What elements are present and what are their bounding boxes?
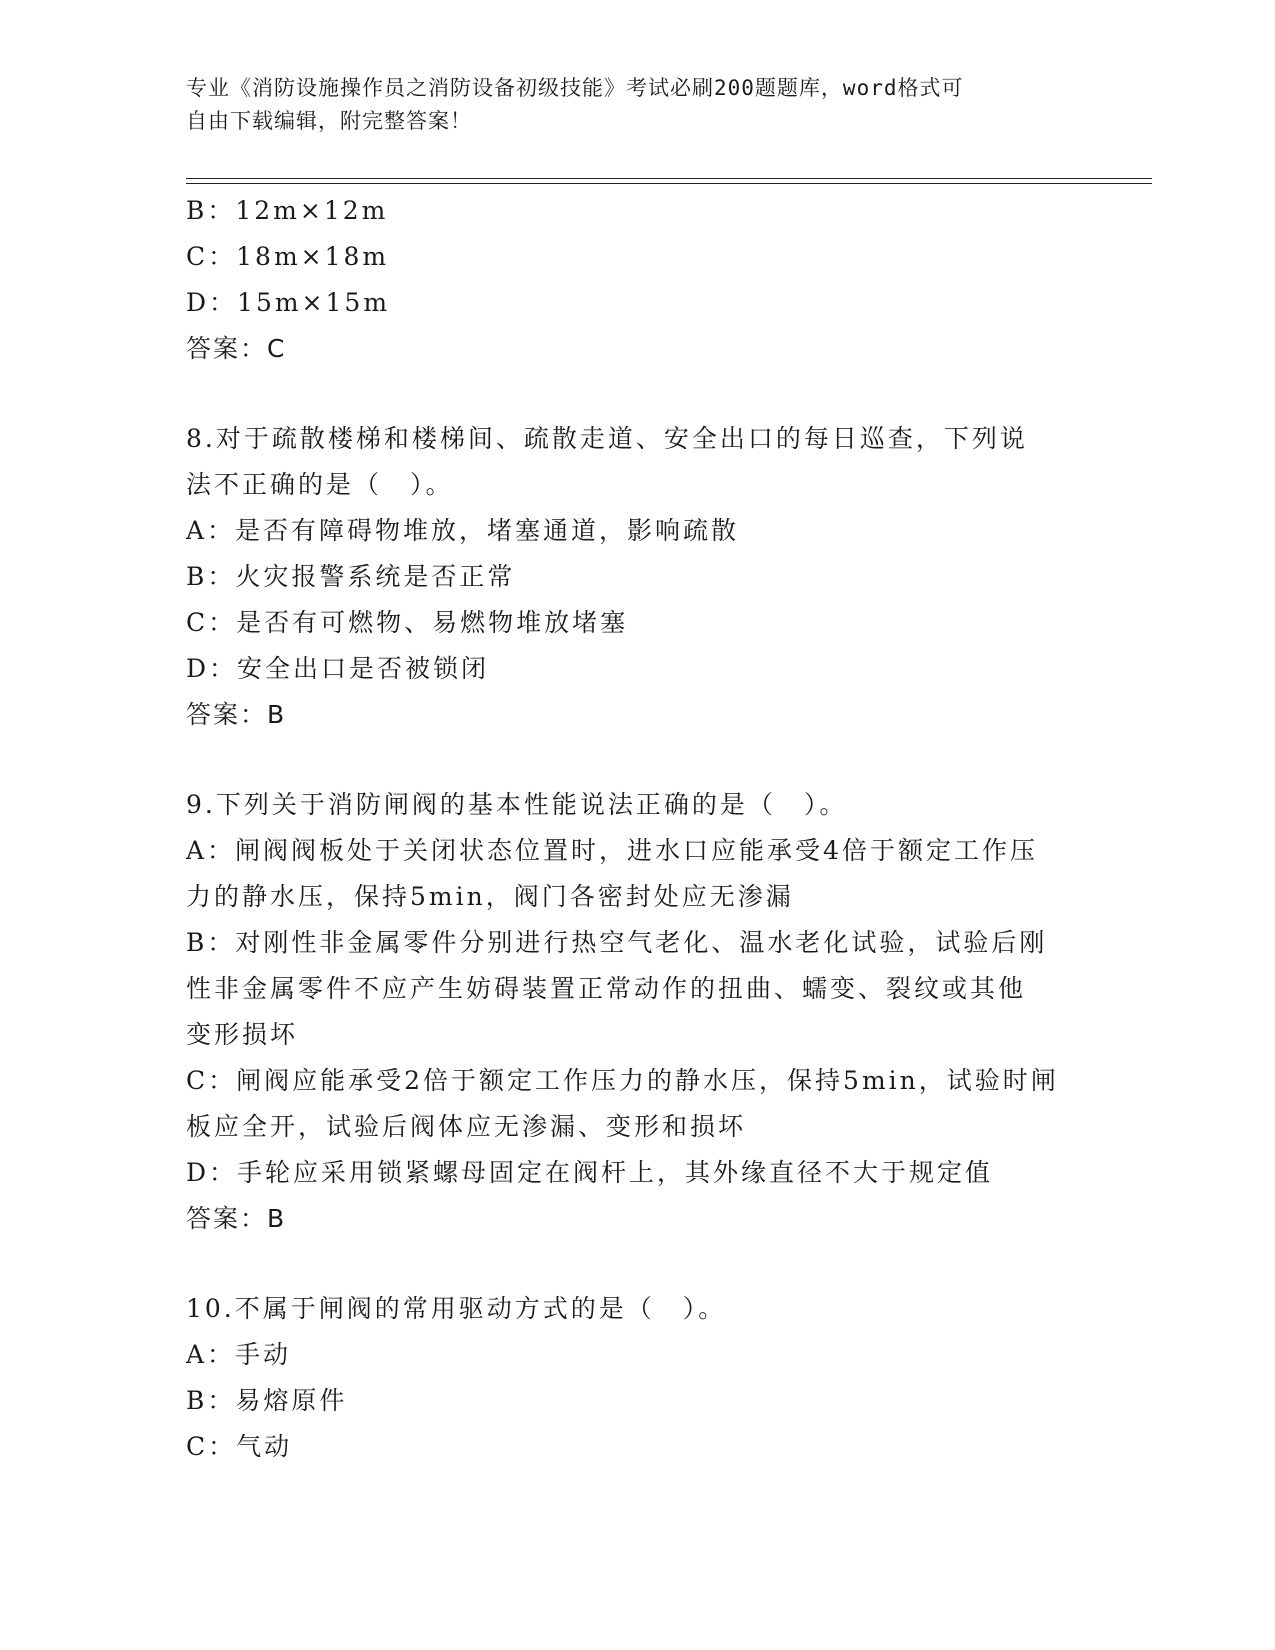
q10-option-c: C：气动 bbox=[186, 1432, 293, 1461]
page-header bbox=[186, 72, 1066, 138]
q9-option-a-line-2: 力的静水压，保持5min，阀门各密封处应无渗漏 bbox=[186, 882, 794, 911]
q7-option-b: B：12m×12m bbox=[186, 196, 389, 225]
q10-option-b: B：易熔原件 bbox=[186, 1386, 348, 1415]
header-line-2: 自由下载编辑，附完整答案！ bbox=[186, 109, 472, 133]
q7-answer: 答案：C bbox=[186, 334, 287, 363]
header-divider-top bbox=[186, 178, 1152, 179]
header-line-1: 专业《消防设施操作员之消防设备初级技能》考试必刷200题题库，word格式可 bbox=[186, 76, 964, 100]
q8-option-d: D：安全出口是否被锁闭 bbox=[186, 654, 490, 683]
q8-option-c: C：是否有可燃物、易燃物堆放堵塞 bbox=[186, 608, 629, 637]
q10-stem-line-1: 10.不属于闸阀的常用驱动方式的是（ ）。 bbox=[186, 1294, 727, 1323]
q9-stem-line-1: 9.下列关于消防闸阀的基本性能说法正确的是（ ）。 bbox=[186, 790, 848, 819]
spacer bbox=[186, 738, 1086, 782]
q9-option-c-line-2: 板应全开，试验后阀体应无渗漏、变形和损坏 bbox=[186, 1112, 747, 1141]
question-content bbox=[186, 188, 1086, 1470]
q8-option-b: B：火灾报警系统是否正常 bbox=[186, 562, 516, 591]
q9-option-d: D：手轮应采用锁紧螺母固定在阀杆上，其外缘直径不大于规定值 bbox=[186, 1158, 994, 1187]
q8-option-a: A：是否有障碍物堆放，堵塞通道，影响疏散 bbox=[186, 516, 740, 545]
q8-stem-line-1: 8.对于疏散楼梯和楼梯间、疏散走道、安全出口的每日巡查，下列说 bbox=[186, 424, 1028, 453]
q7-option-d: D：15m×15m bbox=[186, 288, 391, 317]
header-divider-bottom bbox=[186, 183, 1152, 184]
q9-option-b-line-1: B：对刚性非金属零件分别进行热空气老化、温水老化试验，试验后刚 bbox=[186, 928, 1048, 957]
q10-option-a: A：手动 bbox=[186, 1340, 292, 1369]
question-8 bbox=[186, 416, 1086, 738]
q8-stem-line-2: 法不正确的是（ ）。 bbox=[186, 470, 454, 499]
q9-option-a-line-1: A：闸阀阀板处于关闭状态位置时，进水口应能承受4倍于额定工作压 bbox=[186, 836, 1038, 865]
spacer bbox=[186, 372, 1086, 416]
q9-answer: 答案：B bbox=[186, 1204, 287, 1233]
q9-option-b-line-2: 性非金属零件不应产生妨碍装置正常动作的扭曲、蠕变、裂纹或其他 bbox=[186, 974, 1027, 1003]
question-10 bbox=[186, 1286, 1086, 1470]
question-9 bbox=[186, 782, 1086, 1242]
q9-option-b-line-3: 变形损坏 bbox=[186, 1020, 299, 1049]
q8-answer: 答案：B bbox=[186, 700, 287, 729]
question-7 bbox=[186, 188, 1086, 372]
spacer bbox=[186, 1242, 1086, 1286]
q9-option-c-line-1: C：闸阀应能承受2倍于额定工作压力的静水压，保持5min，试验时闸 bbox=[186, 1066, 1059, 1095]
q7-option-c: C：18m×18m bbox=[186, 242, 390, 271]
